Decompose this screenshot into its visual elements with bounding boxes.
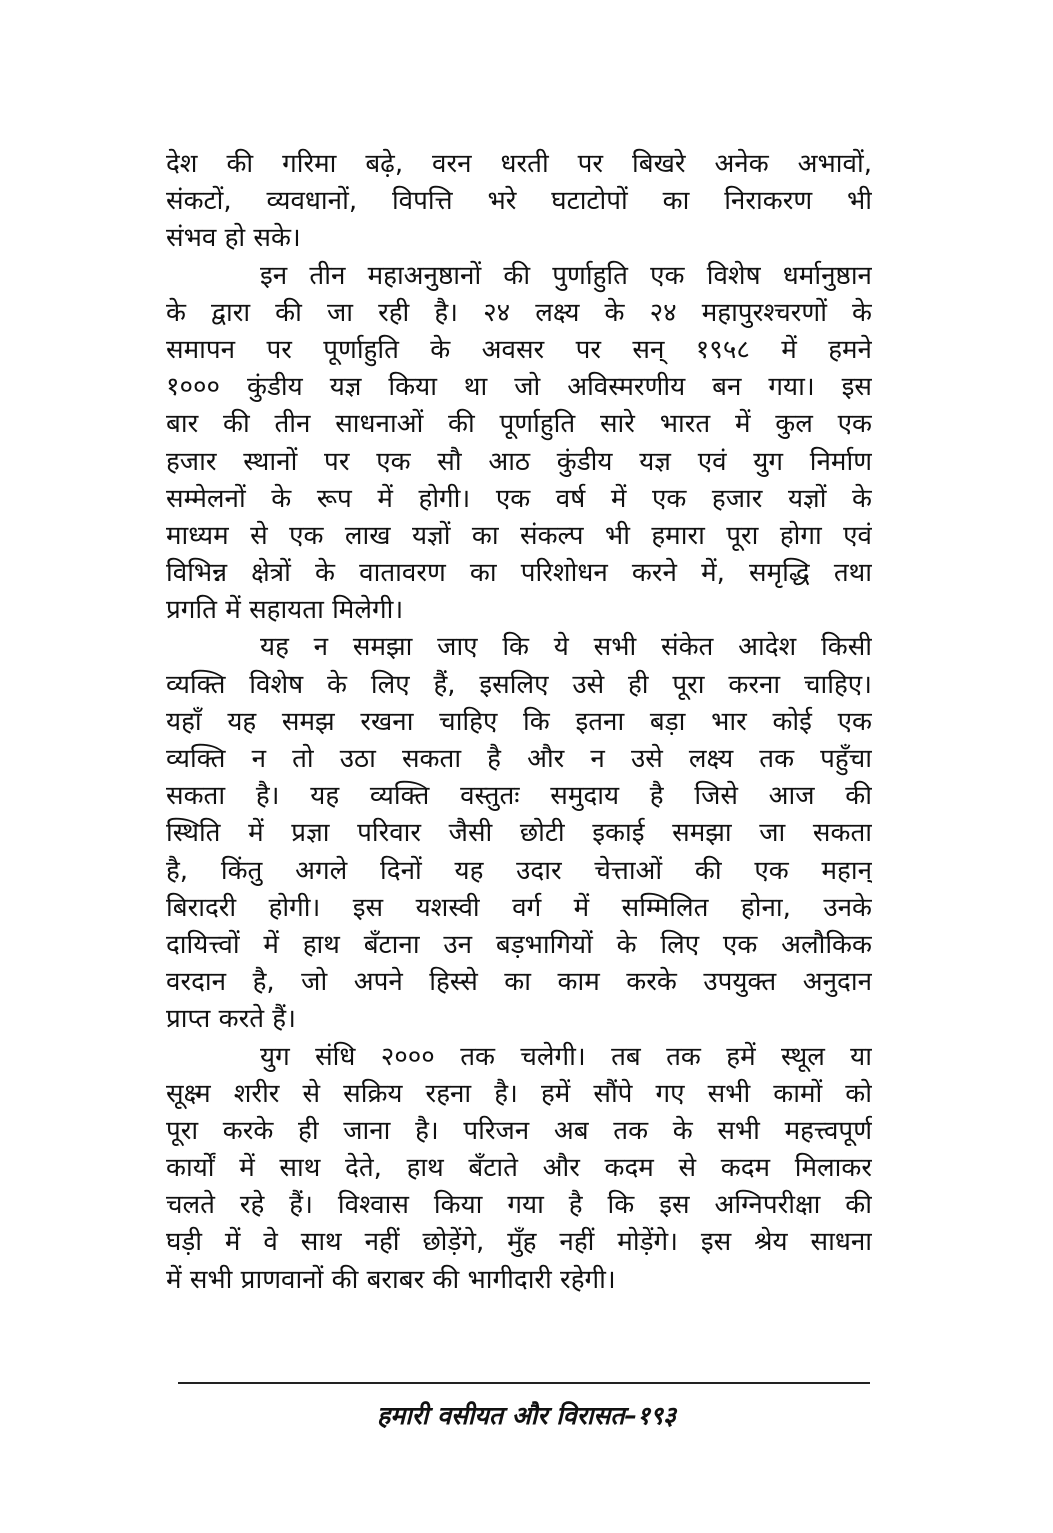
text-line: प्रगति में सहायता मिलेगी। (166, 595, 404, 626)
text-line: माध्यम से एक लाख यज्ञों का संकल्प भी हमारा पूरा होगा एवं (166, 520, 872, 551)
text-line: बार की तीन साधनाओं की पूर्णाहुति सारे भारत में कुल एक (166, 409, 872, 440)
text-line: सम्मेलनों के रूप में होगी। एक वर्ष में एक हजार यज्ञों के (166, 483, 872, 514)
text-line: विभिन्न क्षेत्रों के वातावरण का परिशोधन करने में, समृद्धि तथा (166, 558, 872, 589)
text-line: में सभी प्राणवानों की बराबर की भागीदारी रहेगी। (166, 1264, 616, 1295)
text-line: कार्यों में साथ देते, हाथ बँटाते और कदम से कदम मिलाकर (166, 1153, 872, 1184)
text-line: स्थिति में प्रज्ञा परिवार जैसी छोटी इकाई समझा जा सकता (166, 818, 872, 849)
text-line: चलते रहे हैं। विश्वास किया गया है कि इस अग्निपरीक्षा की (166, 1190, 872, 1221)
text-line: व्यक्ति विशेष के लिए हैं, इसलिए उसे ही पूरा करना चाहिए। (166, 669, 872, 700)
body-text (166, 146, 872, 1299)
text-line: व्यक्ति न तो उठा सकता है और न उसे लक्ष्य तक पहुँचा (166, 744, 872, 774)
text-line: प्राप्त करते हैं। (166, 1004, 296, 1035)
text-line: घड़ी में वे साथ नहीं छोड़ेंगे, मुँह नहीं मोड़ेंगे। इस श्रेय साधना (166, 1227, 872, 1258)
text-line: हजार स्थानों पर एक सौ आठ कुंडीय यज्ञ एवं युग निर्माण (166, 446, 872, 477)
paragraph-start-line: इन तीन महाअनुष्ठानों की पुर्णाहुति एक विशेष धर्मानुष्ठान (260, 260, 872, 291)
page-footer: हमारी वसीयत और विरासत–१९३ (376, 1401, 677, 1430)
text-line: है, किंतु अगले दिनों यह उदार चेत्ताओं की एक महान् (166, 855, 872, 886)
text-line: सूक्ष्म शरीर से सक्रिय रहना है। हमें सौंपे गए सभी कामों को (166, 1078, 872, 1109)
text-line: सकता है। यह व्यक्ति वस्तुतः समुदाय है जिसे आज की (166, 781, 872, 812)
text-line: देश की गरिमा बढ़े, वरन धरती पर बिखरे अनेक अभावों, (166, 149, 872, 179)
footer-divider (178, 1382, 870, 1384)
text-line: के द्वारा की जा रही है। २४ लक्ष्य के २४ महापुरश्चरणों के (166, 297, 872, 328)
text-line: १००० कुंडीय यज्ञ किया था जो अविस्मरणीय बन गया। इस (166, 372, 872, 403)
text-line: दायित्त्वों में हाथ बँटाना उन बड़भागियों के लिए एक अलौकिक (166, 929, 872, 960)
text-line: यहाँ यह समझ रखना चाहिए कि इतना बड़ा भार कोई एक (166, 706, 872, 737)
text-line: समापन पर पूर्णाहुति के अवसर पर सन् १९५८ में हमने (166, 334, 872, 365)
text-line: संभव हो सके। (166, 223, 301, 254)
text-line: बिरादरी होगी। इस यशस्वी वर्ग में सम्मिलित होना, उनके (166, 892, 872, 923)
paragraph-start-line: यह न समझा जाए कि ये सभी संकेत आदेश किसी (260, 632, 872, 663)
text-line: संकटों, व्यवधानों, विपत्ति भरे घटाटोपों का निराकरण भी (166, 186, 872, 217)
paragraph-start-line: युग संधि २००० तक चलेगी। तब तक हमें स्थूल या (260, 1041, 872, 1072)
text-line: पूरा करके ही जाना है। परिजन अब तक के सभी महत्त्वपूर्ण (166, 1115, 872, 1146)
text-line: वरदान है, जो अपने हिस्से का काम करके उपयुक्त अनुदान (166, 967, 872, 998)
